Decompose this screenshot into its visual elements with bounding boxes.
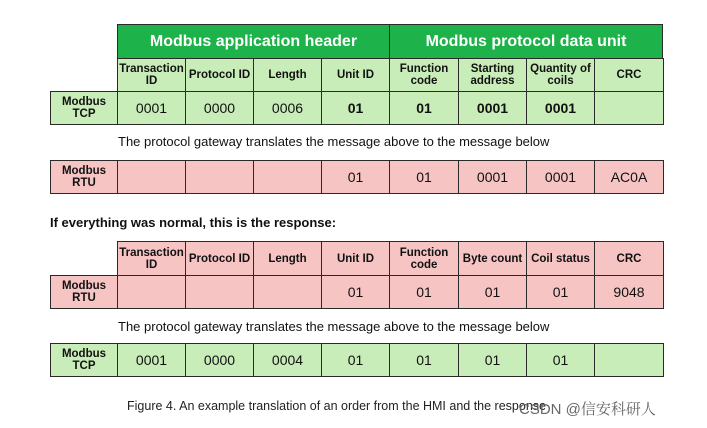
- cell-8: [594, 91, 664, 125]
- cell-2: 0000: [185, 91, 254, 125]
- watermark: CSDN @信安科研人: [519, 401, 656, 418]
- column-header-6: Byte count: [458, 241, 527, 276]
- column-header-1: Transaction ID: [117, 241, 186, 276]
- cell-6: 0001: [458, 91, 527, 125]
- cell-7: 0001: [526, 160, 595, 194]
- gateway-text-1: The protocol gateway translates the message above to the message below: [118, 134, 550, 149]
- cell-3: 0004: [253, 343, 322, 377]
- row-label: Modbus RTU: [50, 160, 118, 194]
- column-header-1: Transaction ID: [117, 58, 186, 92]
- column-header-2: Protocol ID: [185, 58, 254, 92]
- cell-7: 01: [526, 275, 595, 309]
- cell-4: 01: [321, 343, 390, 377]
- cell-5: 01: [389, 91, 459, 125]
- cell-8: [594, 343, 664, 377]
- row-label: Modbus TCP: [50, 91, 118, 125]
- cell-7: 0001: [526, 91, 595, 125]
- cell-3: 0006: [253, 91, 322, 125]
- column-header-5: Function code: [389, 58, 459, 92]
- cell-5: 01: [389, 160, 459, 194]
- cell-4: 01: [321, 160, 390, 194]
- column-header-4: Unit ID: [321, 58, 390, 92]
- cell-5: 01: [389, 275, 459, 309]
- cell-8: 9048: [594, 275, 664, 309]
- cell-6: 0001: [458, 160, 527, 194]
- column-header-6: Starting address: [458, 58, 527, 92]
- cell-2: [185, 275, 254, 309]
- cell-2: [185, 160, 254, 194]
- cell-3: [253, 160, 322, 194]
- row-label: Modbus RTU: [50, 275, 118, 309]
- row-label: Modbus TCP: [50, 343, 118, 377]
- response-heading: If everything was normal, this is the response:: [50, 215, 337, 230]
- column-header-3: Length: [253, 241, 322, 276]
- cell-8: AC0A: [594, 160, 664, 194]
- gateway-text-2: The protocol gateway translates the message above to the message below: [118, 319, 550, 334]
- cell-1: [117, 160, 186, 194]
- column-header-5: Function code: [389, 241, 459, 276]
- cell-3: [253, 275, 322, 309]
- cell-1: 0001: [117, 91, 186, 125]
- figure-caption: Figure 4. An example translation of an order from the HMI and the response: [127, 399, 546, 413]
- modbus-protocol-data-unit-header: Modbus protocol data unit: [389, 24, 663, 59]
- column-header-3: Length: [253, 58, 322, 92]
- column-header-7: Quantity of coils: [526, 58, 595, 92]
- column-header-4: Unit ID: [321, 241, 390, 276]
- cell-4: 01: [321, 275, 390, 309]
- column-header-2: Protocol ID: [185, 241, 254, 276]
- cell-5: 01: [389, 343, 459, 377]
- cell-7: 01: [526, 343, 595, 377]
- cell-4: 01: [321, 91, 390, 125]
- cell-2: 0000: [185, 343, 254, 377]
- cell-6: 01: [458, 343, 527, 377]
- column-header-8: CRC: [594, 58, 664, 92]
- cell-6: 01: [458, 275, 527, 309]
- column-header-8: CRC: [594, 241, 664, 276]
- cell-1: 0001: [117, 343, 186, 377]
- cell-1: [117, 275, 186, 309]
- column-header-7: Coil status: [526, 241, 595, 276]
- modbus-application-header: Modbus application header: [117, 24, 390, 59]
